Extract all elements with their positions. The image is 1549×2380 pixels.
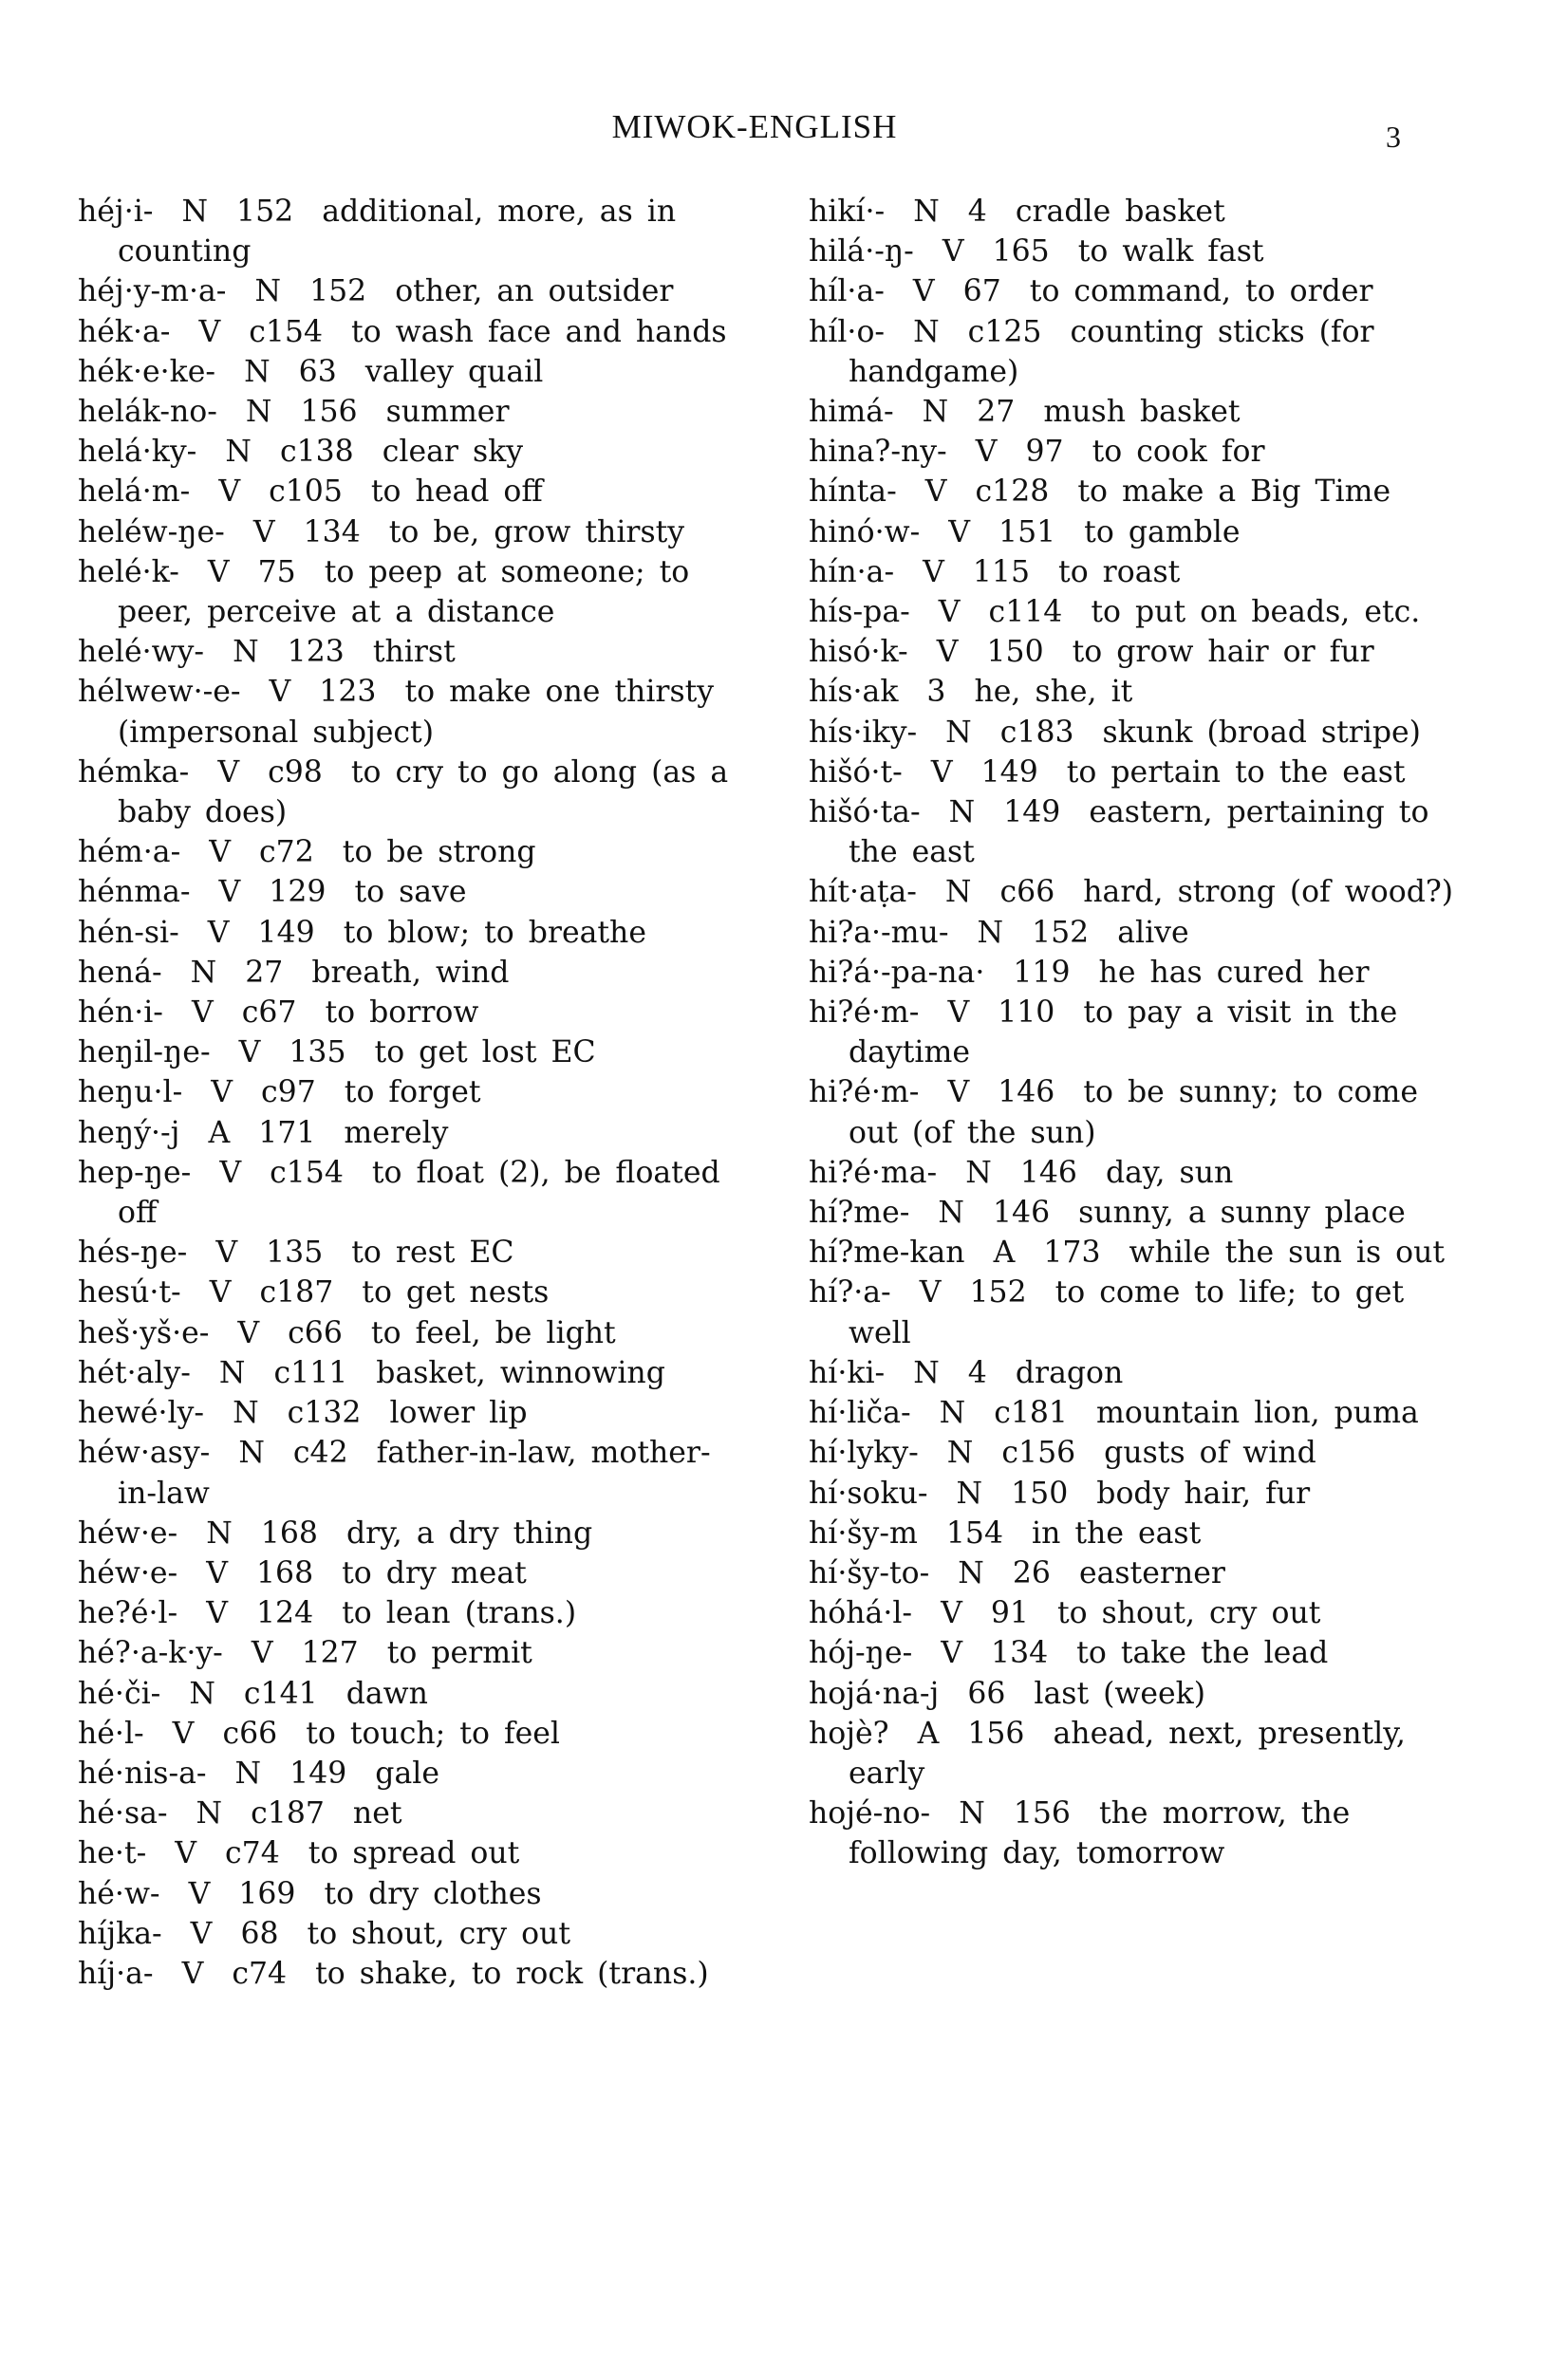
running-head: MIWOK-ENGLISH: [611, 108, 898, 145]
dictionary-entry: hená- N 27 breath, wind: [78, 955, 510, 990]
dictionary-entry: hís·iky- N c183 skunk (broad stripe): [809, 715, 1421, 750]
dictionary-entry: hés-ŋe- V 135 to rest EC: [78, 1236, 514, 1271]
dictionary-entry: hék·a- V c154 to wash face and hands: [78, 314, 727, 349]
dictionary-entry: hín·a- V 115 to roast: [809, 554, 1181, 589]
dictionary-entry: hilá·-ŋ- V 165 to walk fast: [809, 234, 1264, 270]
dictionary-entry: hí·šy-to- N 26 easterner: [809, 1555, 1225, 1590]
dictionary-entry: heléw-ŋe- V 134 to be, grow thirsty: [78, 514, 685, 549]
dictionary-entry: heŋu·l- V c97 to forget: [78, 1075, 481, 1110]
dictionary-entry: hí·lyky- N c156 gusts of wind: [809, 1436, 1316, 1471]
dictionary-entry: hikí·- N 4 cradle basket: [809, 195, 1225, 229]
dictionary-entry: híl·a- V 67 to command, to order: [809, 274, 1373, 309]
dictionary-entry: hét·aly- N c111 basket, winnowing: [78, 1355, 665, 1390]
dictionary-entry: hina?-ny- V 97 to cook for: [809, 435, 1265, 470]
dictionary-entry: hojé-no- N 156 the morrow, the following day, tomorrow: [809, 1796, 1365, 1871]
dictionary-entry: héw·asy- N c42 father-in-law, mother-in-law: [78, 1436, 711, 1511]
dictionary-entry: helé·k- V 75 to peep at someone; to peer, perceive at a distance: [78, 554, 704, 630]
dictionary-entry: hí?me-kan A 173 while the sun is out: [809, 1236, 1446, 1271]
dictionary-entry: hi?é·m- V 110 to pay a visit in the daytime: [809, 995, 1412, 1070]
dictionary-entry: héj·i- N 152 additional, more, as in counting: [78, 195, 691, 270]
dictionary-entry: híj·a- V c74 to shake, to rock (trans.): [78, 1956, 709, 1991]
dictionary-entry: helá·ky- N c138 clear sky: [78, 435, 523, 470]
dictionary-entry: hék·e·ke- N 63 valley quail: [78, 354, 544, 389]
dictionary-entry: hé?·a-k·y- V 127 to permit: [78, 1636, 532, 1671]
dictionary-entry: hi?é·ma- N 146 day, sun: [809, 1155, 1234, 1190]
dictionary-entry: hé·nis-a- N 149 gale: [78, 1756, 439, 1791]
dictionary-entry: héj·y-m·a- N 152 other, an outsider: [78, 274, 674, 309]
dictionary-entry: hojá·na-j 66 last (week): [809, 1676, 1206, 1711]
dictionary-entry: hesú·t- V c187 to get nests: [78, 1275, 550, 1311]
dictionary-entry: hís·ak 3 he, she, it: [809, 675, 1133, 710]
dictionary-entry: helé·wy- N 123 thirst: [78, 635, 456, 670]
dictionary-entry: himá- N 27 mush basket: [809, 395, 1241, 430]
dictionary-entry: hén·i- V c67 to borrow: [78, 995, 479, 1031]
dictionary-entry: hój-ŋe- V 134 to take the lead: [809, 1636, 1329, 1671]
dictionary-entry: he?é·l- V 124 to lean (trans.): [78, 1596, 577, 1631]
dictionary-entry: hep-ŋe- V c154 to float (2), be floated off: [78, 1155, 735, 1231]
dictionary-entry: hewé·ly- N c132 lower lip: [78, 1396, 528, 1431]
left-column: [78, 192, 742, 1994]
dictionary-entry: híjka- V 68 to shout, cry out: [78, 1916, 570, 1951]
dictionary-entry: hélwew·-e- V 123 to make one thirsty (impersonal subject): [78, 675, 729, 750]
dictionary-entry: helá·m- V c105 to head off: [78, 474, 543, 510]
dictionary-entry: hí?me- N 146 sunny, a sunny place: [809, 1196, 1406, 1231]
dictionary-entry: heš·yš·e- V c66 to feel, be light: [78, 1315, 616, 1350]
dictionary-entry: héw·e- V 168 to dry meat: [78, 1555, 527, 1590]
page-header: [0, 108, 1549, 156]
dictionary-entry: hí·liča- N c181 mountain lion, puma: [809, 1396, 1419, 1431]
dictionary-entry: hé·sa- N c187 net: [78, 1796, 402, 1831]
dictionary-entry: hít·aṭa- N c66 hard, strong (of wood?): [809, 875, 1454, 910]
dictionary-entry: helák-no- N 156 summer: [78, 395, 510, 430]
dictionary-entry: hi?a·-mu- N 152 alive: [809, 915, 1189, 950]
dictionary-entry: híl·o- N c125 counting sticks (for handgame): [809, 314, 1389, 389]
dictionary-entry: héw·e- N 168 dry, a dry thing: [78, 1515, 593, 1551]
right-column: [809, 192, 1464, 1874]
dictionary-entry: hínta- V c128 to make a Big Time: [809, 474, 1391, 510]
dictionary-entry: heŋý·-j A 171 merely: [78, 1115, 449, 1150]
dictionary-entry: hís-pa- V c114 to put on beads, etc.: [809, 595, 1421, 630]
dictionary-entry: hé·w- V 169 to dry clothes: [78, 1876, 542, 1911]
dictionary-entry: hojè? A 156 ahead, next, presently, early: [809, 1716, 1420, 1791]
page-number: 3: [1386, 120, 1401, 154]
dictionary-entry: hišó·ta- N 149 eastern, pertaining to the east: [809, 795, 1444, 870]
dictionary-entry: hišó·t- V 149 to pertain to the east: [809, 754, 1406, 790]
dictionary-entry: hé·či- N c141 dawn: [78, 1676, 428, 1711]
dictionary-entry: hóhá·l- V 91 to shout, cry out: [809, 1596, 1321, 1631]
dictionary-entry: heŋil-ŋe- V 135 to get lost EC: [78, 1035, 596, 1070]
dictionary-entry: hinó·w- V 151 to gamble: [809, 514, 1241, 549]
dictionary-entry: hí·šy-m 154 in the east: [809, 1515, 1202, 1551]
dictionary-entry: hémka- V c98 to cry to go along (as a baby does): [78, 754, 743, 830]
dictionary-entry: hí·ki- N 4 dragon: [809, 1355, 1124, 1390]
dictionary-entry: hén-si- V 149 to blow; to breathe: [78, 915, 646, 950]
dictionary-entry: hém·a- V c72 to be strong: [78, 835, 536, 870]
dictionary-entry: hisó·k- V 150 to grow hair or fur: [809, 635, 1374, 670]
dictionary-entry: hénma- V 129 to save: [78, 875, 467, 910]
dictionary-entry: hí?·a- V 152 to come to life; to get well: [809, 1275, 1419, 1350]
dictionary-entry: hé·l- V c66 to touch; to feel: [78, 1716, 560, 1751]
dictionary-entry: hí·soku- N 150 body hair, fur: [809, 1476, 1311, 1511]
dictionary-entry: hi?é·m- V 146 to be sunny; to come out (of the sun): [809, 1075, 1433, 1150]
dictionary-entry: he·t- V c74 to spread out: [78, 1836, 520, 1871]
dictionary-entry: hi?á·-pa-na· 119 he has cured her: [809, 955, 1370, 990]
